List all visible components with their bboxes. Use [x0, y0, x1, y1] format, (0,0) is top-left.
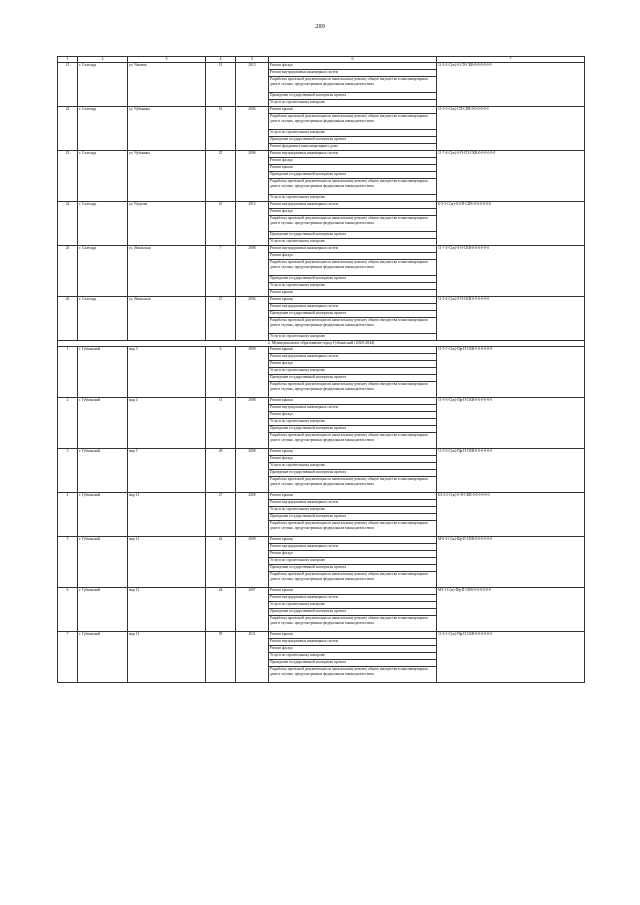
work-item: Разработка проектной документации по капитальному ремонту общего имущества в многоквартирном доме в случаях, предусмотренных федеральным законодательством	[269, 572, 437, 588]
work-item: Разработка проектной документации по капитальному ремонту общего имущества в многоквартирном доме в случаях, предусмотренных федеральным законодательством	[269, 477, 437, 493]
row-number: 7	[58, 632, 78, 683]
year-cell: 2013	[236, 63, 269, 107]
floors-cell: 7	[206, 246, 236, 297]
code-cell: М-0-3-С(ж)-Пф-П-СКВ-0-0-0-0-0-0	[437, 537, 585, 588]
work-item: Ремонт крыши	[269, 347, 437, 354]
work-item: Ремонт фундамента многоквартирного дома	[269, 144, 437, 151]
work-item: Разработка проектной документации по капитальному ремонту общего имущества в многоквартирном доме в случаях, предусмотренных федеральным законодательством	[269, 521, 437, 537]
table-row	[58, 347, 585, 354]
work-item: Услуги по строительному контролю	[269, 602, 437, 609]
floors-cell: 16	[206, 107, 236, 151]
locality-cell: г. Губкинский	[78, 588, 128, 632]
work-item: Ремонт внутридомовых инженерных систем	[269, 151, 437, 158]
year-cell: 2008	[236, 398, 269, 449]
work-item: Проведение государственной экспертизы проекта	[269, 426, 437, 433]
work-item: Проведение государственной экспертизы проекта	[269, 172, 437, 179]
work-item: Ремонт внутридомовых инженерных систем	[269, 544, 437, 551]
floors-cell: 27	[206, 297, 236, 341]
floors-cell: 28	[206, 449, 236, 493]
work-item: Разработка проектной документации по капитальному ремонту общего имущества в многоквартирном доме в случаях, предусмотренных федеральным законодательством	[269, 77, 437, 93]
floors-cell: 44	[206, 588, 236, 632]
work-item: Ремонт фасада	[269, 412, 437, 419]
table-row	[58, 246, 585, 253]
header-cell: 2	[78, 57, 128, 63]
locality-cell: г. Губкинский	[78, 398, 128, 449]
table-row	[58, 63, 585, 70]
floors-cell: 42	[206, 537, 236, 588]
table-row	[58, 493, 585, 500]
table-row	[58, 449, 585, 456]
year-cell: 2008	[236, 246, 269, 297]
locality-cell: г. Салехард	[78, 151, 128, 202]
locality-cell: г. Губкинский	[78, 347, 128, 398]
work-item: Услуги по строительному контролю	[269, 239, 437, 246]
work-item: Ремонт крыши	[269, 297, 437, 304]
code-cell: 11-5-2-С(ж)-0-П-СКВ-0-0-0-0-0-0	[437, 297, 585, 341]
code-cell: 11-7-4-С(ж)-0-П-СКВ-0-0-0-0-0-0	[437, 246, 585, 297]
code-cell: 11-3-2-С(ж)-0-СП-СКВ-0-0-0-0-0-0	[437, 63, 585, 107]
street-cell: мкр 12	[128, 537, 206, 588]
header-cell: 3	[128, 57, 206, 63]
work-item: Услуги по строительному контролю	[269, 558, 437, 565]
work-item: Проведение государственной экспертизы проекта	[269, 375, 437, 382]
code-cell: 11-5-3-С(ж)-Пф-П-СКВ-0-0-0-0-0-0	[437, 449, 585, 493]
year-cell: 2015	[236, 202, 269, 246]
work-item: Услуги по строительному контролю	[269, 368, 437, 375]
table-row	[58, 632, 585, 639]
code-cell: МЗ-1-С(ж)-Пф-П-СКВ-0-0-0-0-0-0	[437, 588, 585, 632]
work-item: Разработка проектной документации по капитальному ремонту общего имущества в многоквартирном доме в случаях, предусмотренных федеральным законодательством	[269, 179, 437, 195]
floors-cell: 59	[206, 632, 236, 683]
work-item: Ремонт внутридомовых инженерных систем	[269, 70, 437, 77]
work-item: Ремонт фасада	[269, 551, 437, 558]
row-number: 21	[58, 63, 78, 107]
row-number: 2	[58, 398, 78, 449]
header-cell: 1	[58, 57, 78, 63]
table-row	[58, 537, 585, 544]
year-cell: 2011	[236, 632, 269, 683]
work-item: Проведение государственной экспертизы проекта	[269, 137, 437, 144]
work-item: Разработка проектной документации по капитальному ремонту общего имущества в многоквартирном доме в случаях, предусмотренных федеральным законодательством	[269, 216, 437, 232]
work-item: Ремонт крыши	[269, 107, 437, 114]
works-table	[57, 56, 585, 683]
work-item: Услуги по строительному контролю	[269, 283, 437, 290]
row-number: 1	[58, 347, 78, 398]
code-cell: 11-3-1-С(ж)-Пф-П-СКВ-0-0-0-0-0-0	[437, 632, 585, 683]
table-row	[58, 588, 585, 595]
work-item: Ремонт внутридомовых инженерных систем	[269, 639, 437, 646]
floors-cell: 13	[206, 398, 236, 449]
work-item: Проведение государственной экспертизы проекта	[269, 514, 437, 521]
work-item: Услуги по строительному контролю	[269, 419, 437, 426]
row-number: 26	[58, 297, 78, 341]
street-cell: ул. Чубынина	[128, 151, 206, 202]
row-number: 5	[58, 537, 78, 588]
code-cell: 11-7-4-С(ж)-0-П-СП-СКВ-0-0-0-0-0-0	[437, 151, 585, 202]
street-cell: мкр 5	[128, 449, 206, 493]
table-row	[58, 297, 585, 304]
table-row	[58, 202, 585, 209]
work-item: Разработка проектной документации по капитальному ремонту общего имущества в многоквартирном доме в случаях, предусмотренных федеральным законодательством	[269, 260, 437, 276]
year-cell: 2008	[236, 493, 269, 537]
row-number: 25	[58, 246, 78, 297]
floors-cell: 25	[206, 151, 236, 202]
work-item: Проведение государственной экспертизы проекта	[269, 311, 437, 318]
work-item: Ремонт фасада	[269, 253, 437, 260]
work-item: Услуги по строительному контролю	[269, 100, 437, 107]
work-item: Разработка проектной документации по капитальному ремонту общего имущества в многоквартирном доме в случаях, предусмотренных федеральным законодательством	[269, 433, 437, 449]
floors-cell: 27	[206, 493, 236, 537]
floors-cell: 10	[206, 202, 236, 246]
locality-cell: г. Салехард	[78, 107, 128, 151]
work-item: Ремонт крыши	[269, 632, 437, 639]
work-item: Проведение государственной экспертизы проекта	[269, 93, 437, 100]
work-item: Ремонт крыши	[269, 398, 437, 405]
row-number: 6	[58, 588, 78, 632]
row-number: 4	[58, 493, 78, 537]
locality-cell: г. Губкинский	[78, 632, 128, 683]
table-row	[58, 398, 585, 405]
work-item: Проведение государственной экспертизы проекта	[269, 470, 437, 477]
locality-cell: г. Салехард	[78, 297, 128, 341]
street-cell: ул. Ямальская	[128, 246, 206, 297]
year-cell: 2008	[236, 449, 269, 493]
work-item: Ремонт внутридомовых инженерных систем	[269, 595, 437, 602]
work-item: Проведение государственной экспертизы проекта	[269, 232, 437, 239]
work-item: Ремонт крыши	[269, 290, 437, 297]
work-item: Разработка проектной документации по капитальному ремонту общего имущества в многоквартирном доме в случаях, предусмотренных федеральным законодательством	[269, 667, 437, 683]
work-item: Ремонт фасада	[269, 456, 437, 463]
work-item: Ремонт крыши	[269, 449, 437, 456]
work-item: Разработка проектной документации по капитальному ремонту общего имущества в многоквартирном доме в случаях, предусмотренных федеральным законодательством	[269, 318, 437, 334]
work-item: Ремонт фасада	[269, 209, 437, 216]
street-cell: мкр 13	[128, 588, 206, 632]
work-item: Ремонт фасада	[269, 646, 437, 653]
year-cell: 2006	[236, 151, 269, 202]
page-number: 289	[315, 23, 325, 30]
work-item: Услуги по строительному контролю	[269, 130, 437, 137]
work-item: Ремонт внутридомовых инженерных систем	[269, 405, 437, 412]
year-cell: 2004	[236, 107, 269, 151]
locality-cell: г. Губкинский	[78, 449, 128, 493]
floors-cell: 6	[206, 347, 236, 398]
work-item: Ремонт внутридомовых инженерных систем	[269, 202, 437, 209]
street-cell: мкр 4	[128, 398, 206, 449]
work-item: Проведение государственной экспертизы проекта	[269, 660, 437, 667]
year-cell: 2004	[236, 297, 269, 341]
work-item: Ремонт крыши	[269, 537, 437, 544]
table-row	[58, 151, 585, 158]
header-cell: 4	[206, 57, 236, 63]
work-item: Ремонт крыши	[269, 493, 437, 500]
work-item: Услуги по строительному контролю	[269, 653, 437, 660]
section-title: 2. Муниципальное образование город Губкинский (2020-2044)	[58, 341, 585, 347]
floors-cell: 13	[206, 63, 236, 107]
work-item: Услуги по строительному контролю	[269, 195, 437, 202]
street-cell: ул. Чупрова	[128, 202, 206, 246]
code-cell: 11-5-5-С(ж)-Пф-П-СКВ-0-0-0-0-0-0	[437, 398, 585, 449]
work-item: Разработка проектной документации по капитальному ремонту общего имущества в многоквартирном доме в случаях, предусмотренных федеральным законодательством	[269, 382, 437, 398]
work-item: Проведение государственной экспертизы проекта	[269, 276, 437, 283]
row-number: 22	[58, 107, 78, 151]
row-number: 23	[58, 151, 78, 202]
header-cell: 5	[236, 57, 269, 63]
header-cell: 6	[269, 57, 437, 63]
work-item: Ремонт внутридомовых инженерных систем	[269, 500, 437, 507]
work-item: Проведение государственной экспертизы проекта	[269, 565, 437, 572]
work-item: Ремонт крыши	[269, 165, 437, 172]
work-item: Проведение государственной экспертизы проекта	[269, 609, 437, 616]
locality-cell: г. Губкинский	[78, 537, 128, 588]
locality-cell: г. Салехард	[78, 63, 128, 107]
work-item: Ремонт фасада	[269, 361, 437, 368]
work-item: Ремонт крыши	[269, 588, 437, 595]
work-item: Ремонт внутридомовых инженерных систем	[269, 354, 437, 361]
code-cell: БЗ-3-2-С(ж)-0-П-СКВ-0-0-0-0-0-0	[437, 493, 585, 537]
locality-cell: г. Салехард	[78, 246, 128, 297]
work-item: Разработка проектной документации по капитальному ремонту общего имущества в многоквартирном доме в случаях, предусмотренных федеральным законодательством	[269, 114, 437, 130]
work-item: Ремонт фасада	[269, 63, 437, 70]
work-item: Разработка проектной документации по капитальному ремонту общего имущества в многоквартирном доме в случаях, предусмотренных федеральным законодательством	[269, 616, 437, 632]
code-cell: 11-5-7-С(ж)-Пф-П-СКВ-0-0-0-0-0-0	[437, 347, 585, 398]
work-item: Ремонт внутридомовых инженерных систем	[269, 304, 437, 311]
work-item: Ремонт внутридомовых инженерных систем	[269, 246, 437, 253]
street-cell: ул. Ямальская	[128, 297, 206, 341]
year-cell: 2007	[236, 588, 269, 632]
work-item: Услуги по строительному контролю	[269, 334, 437, 341]
work-item: Услуги по строительному контролю	[269, 463, 437, 470]
street-cell: ул. Чубынина	[128, 107, 206, 151]
row-number: 24	[58, 202, 78, 246]
locality-cell: г. Салехард	[78, 202, 128, 246]
code-cell: 11-5-5-С(ж)-СП-СКВ-0-0-0-0-0-0	[437, 107, 585, 151]
year-cell: 2009	[236, 537, 269, 588]
work-item: Ремонт фасада	[269, 158, 437, 165]
street-cell: мкр 13	[128, 632, 206, 683]
table-row	[58, 107, 585, 114]
row-number: 3	[58, 449, 78, 493]
work-item: Услуги по строительному контролю	[269, 507, 437, 514]
locality-cell: г. Губкинский	[78, 493, 128, 537]
street-cell: ул. Чапаева	[128, 63, 206, 107]
street-cell: мкр 12	[128, 493, 206, 537]
code-cell: Б-5-3-С(ж)-0-0-П-СКВ-0-0-0-0-0-0	[437, 202, 585, 246]
street-cell: мкр 3	[128, 347, 206, 398]
year-cell: 2009	[236, 347, 269, 398]
header-cell: 7	[437, 57, 585, 63]
